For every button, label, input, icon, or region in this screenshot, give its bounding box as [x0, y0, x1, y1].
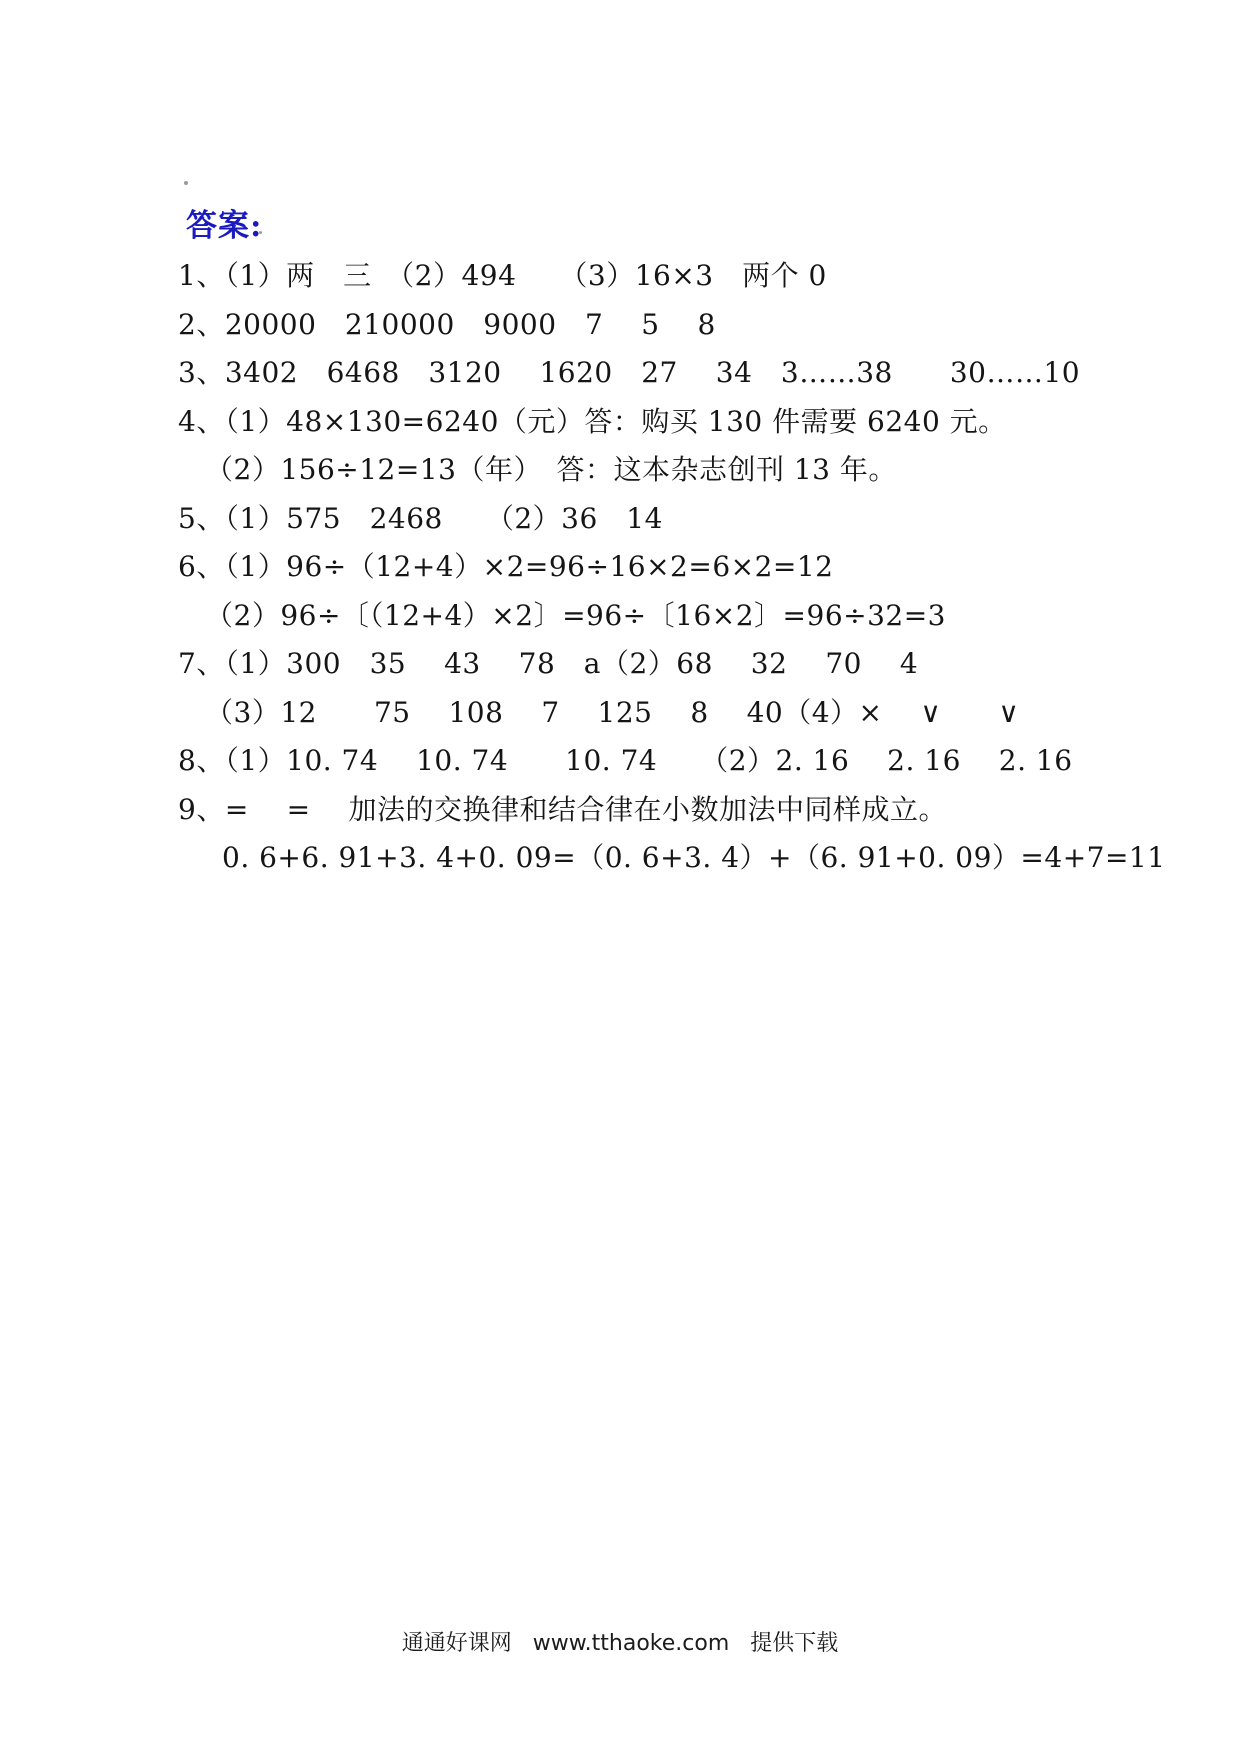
answer-line-4-1: 4、（1）48×130=6240（元）答：购买 130 件需要 6240 元。: [178, 404, 1007, 438]
answer-line-3: 3、3402 6468 3120 1620 27 34 3……38 30……10: [178, 356, 1081, 389]
answer-line-1: 1、（1）两 三 （2）494 （3）16×3 两个 0: [178, 259, 827, 292]
answers-heading: 答案:: [186, 208, 263, 244]
answer-line-8: 8、（1）10. 74 10. 74 10. 74 （2）2. 16 2. 16 2. 16: [178, 744, 1073, 777]
answer-line-7-3-4: （3）12 75 108 7 125 8 40（4）× ∨ ∨: [205, 695, 1020, 729]
footer-site-name: 通通好课网: [401, 1631, 512, 1656]
answer-list: [0, 252, 1240, 883]
answer-line-4-2: （2）156÷12=13（年） 答：这本杂志创刊 13 年。: [205, 453, 897, 486]
footer-url: www.tthaoke.com: [532, 1631, 730, 1656]
page-footer: [0, 1626, 1240, 1657]
scan-artifact-dot: [184, 181, 188, 185]
answer-line-6-1: 6、（1）96÷（12+4）×2=96÷16×2=6×2=12: [178, 550, 834, 583]
answer-line-9: 9、= = 加法的交换律和结合律在小数加法中同样成立。: [178, 792, 948, 826]
answer-line-6-2: （2）96÷〔（12+4）×2〕=96÷〔16×2〕=96÷32=3: [205, 598, 946, 632]
answer-line-7-1-2: 7、（1）300 35 43 78 a（2）68 32 70 4: [178, 647, 919, 680]
footer-download-label: 提供下载: [750, 1631, 839, 1656]
answer-line-9-cont: 0. 6+6. 91+3. 4+0. 09=（0. 6+3. 4）+（6. 91+0. 09）=4+7=11: [222, 841, 1166, 874]
answer-line-5: 5、（1）575 2468 （2）36 14: [178, 501, 663, 535]
answer-line-2: 2、20000 210000 9000 7 5 8: [178, 307, 716, 341]
